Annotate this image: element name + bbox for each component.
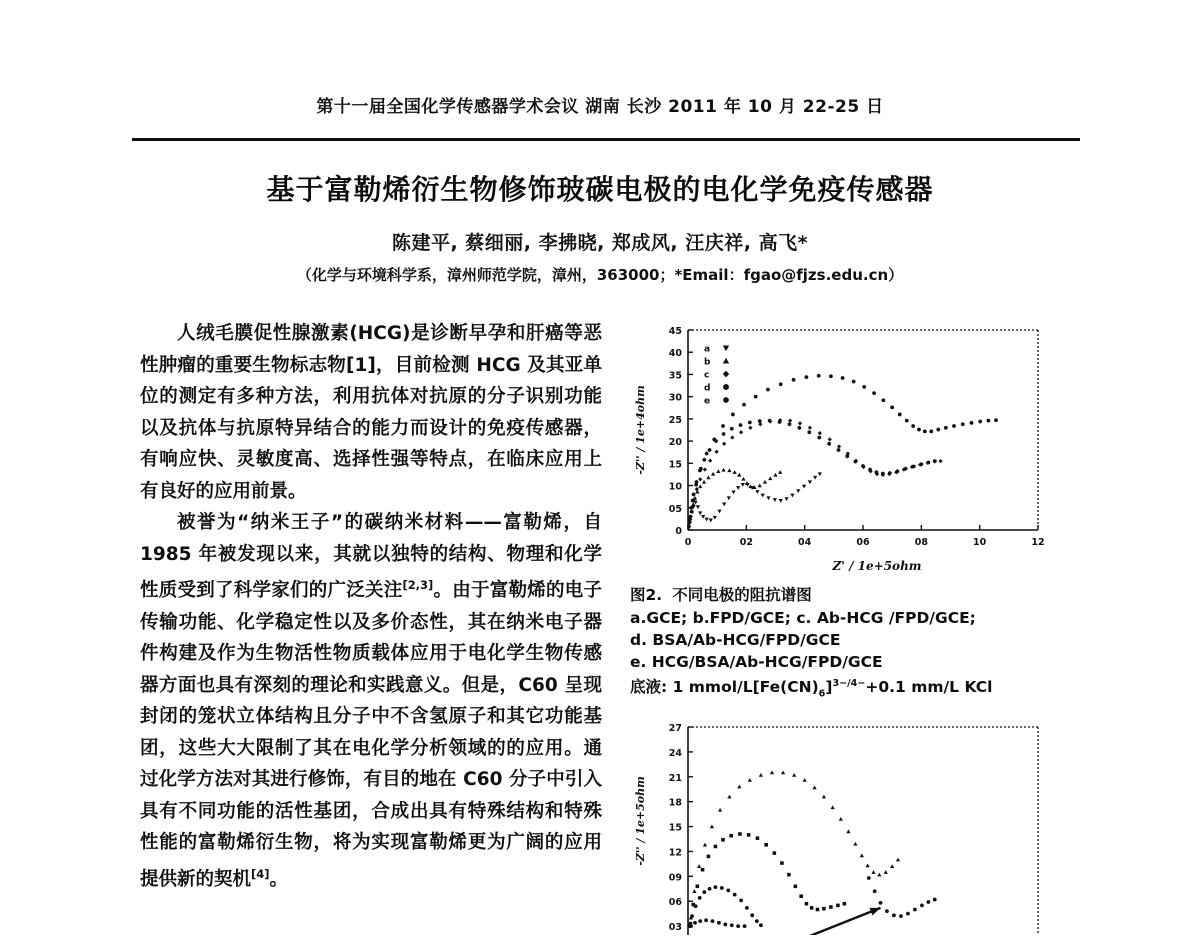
svg-text:Z' / 1e+5ohm: Z' / 1e+5ohm: [832, 559, 922, 573]
svg-text:04: 04: [798, 537, 812, 548]
paragraph-2-text-b: 。由于富勒烯的电子传输功能、化学稳定性以及多价态性，其在纳米电子器件构建及作为生物活性物质载体应用于电化学生物传感器方面也具有深刻的理论和实践意义。但是，C60 呈现封闭的笼状立体结构且分子中不含氢原子和其它功能基团，这些大大限制了其在电化学分析领域的的应用。通过化学方法对其进行修饰，有目的地在 C60 分子中引入具有不同功能的活性基团，合成出具有特殊结构和特殊性能的富勒烯衍生物，将为实现富勒烯更为广阔的应用提供新的契机: [140, 580, 602, 890]
svg-text:18: 18: [668, 797, 682, 809]
electrolyte-prefix: 底液: 1 mmol/L[Fe(CN): [630, 678, 819, 697]
paragraph-2-text-a: 被誉为“纳米王子”的碳纳米材料——富勒烯，自 1985 年被发现以来，其就以独特的结构、物理和化学性质受到了科学家们的广泛关注: [140, 512, 602, 602]
paragraph-2: [140, 507, 602, 895]
figure-2-chart: [630, 318, 1050, 580]
svg-text:30: 30: [668, 392, 682, 404]
header-divider: [132, 138, 1080, 141]
svg-text:35: 35: [668, 370, 682, 382]
svg-text:45: 45: [668, 326, 682, 337]
electrolyte-subscript: 6: [818, 688, 826, 700]
svg-text:02: 02: [739, 537, 753, 548]
figure-2-caption-line-2: e. HCG/BSA/Ab-HCG/FPD/GCE: [630, 653, 883, 671]
svg-text:d: d: [704, 383, 711, 394]
svg-text:25: 25: [668, 414, 682, 426]
electrolyte-bracket: ]: [825, 678, 833, 697]
figure-2-caption-title: [630, 584, 1062, 606]
svg-text:20: 20: [668, 437, 682, 449]
citation-ref-2-3: [2,3]: [402, 578, 434, 592]
svg-text:06: 06: [668, 897, 682, 909]
figure-2-number: 图2.: [630, 586, 663, 604]
svg-text:10: 10: [973, 537, 987, 548]
svg-text:0: 0: [684, 537, 692, 548]
svg-text:15: 15: [668, 459, 682, 471]
svg-text:24: 24: [668, 748, 682, 760]
figure-2-caption: [630, 584, 1062, 705]
svg-text:10: 10: [668, 481, 682, 493]
electrolyte-suffix: +0.1 mm/L KCl: [865, 678, 993, 697]
affiliation-line: （化学与环境科学系，漳州师范学院，漳州，363000；*Email：fgao@fjzs.edu.cn）: [296, 266, 904, 284]
svg-text:12: 12: [1031, 537, 1045, 548]
paragraph-1-text: 人绒毛膜促性腺激素(HCG)是诊断早孕和肝癌等恶性肿瘤的重要生物标志物[1]，目前检测 HCG 及其亚单位的测定有多种方法，利用抗体对抗原的分子识别功能以及抗体与抗原特异结合的能力而设计的免疫传感器，有响应快、灵敏度高、选择性强等特点，在临床应用上有良好的应用前景。: [140, 323, 602, 502]
paragraph-2-text-c: 。: [269, 868, 288, 890]
svg-text:e: e: [704, 396, 711, 407]
svg-text:40: 40: [668, 348, 682, 360]
figure-2-electrolyte-line: [630, 673, 1062, 705]
figure-2: [630, 318, 1062, 580]
svg-text:b: b: [704, 357, 711, 368]
figure-3-chart: [630, 715, 1050, 935]
svg-text:06: 06: [856, 537, 870, 548]
svg-text:c: c: [704, 370, 710, 381]
author-list: 陈建平, 蔡细丽, 李拂晓, 郑成风, 汪庆祥, 高飞*: [391, 232, 809, 254]
svg-text:27: 27: [668, 723, 682, 735]
svg-text:a: a: [704, 344, 711, 355]
figure-2-caption-line-1: d. BSA/Ab-HCG/FPD/GCE: [630, 631, 841, 649]
svg-text:08: 08: [914, 537, 928, 548]
figure-2-caption-line-0: a.GCE; b.FPD/GCE; c. Ab-HCG /FPD/GCE;: [630, 609, 976, 627]
svg-text:0: 0: [675, 526, 682, 537]
svg-text:03: 03: [668, 922, 682, 934]
body-text-column: [140, 318, 602, 895]
page-title: 基于富勒烯衍生物修饰玻碳电极的电化学免疫传感器: [266, 173, 934, 206]
figure-column: [630, 318, 1062, 935]
svg-text:21: 21: [668, 773, 682, 785]
paragraph-1: [140, 318, 602, 507]
figure-2-title-text: 不同电极的阻抗谱图: [672, 586, 812, 604]
conference-header: 第十一届全国化学传感器学术会议 湖南 长沙 2011 年 10 月 22-25 日: [316, 97, 884, 117]
svg-text:09: 09: [668, 872, 682, 884]
electrolyte-charge: 3−/4−: [832, 678, 866, 689]
figure-3: [630, 715, 1062, 935]
svg-text:-Z'' / 1e+5ohm: -Z'' / 1e+5ohm: [634, 776, 647, 867]
svg-text:15: 15: [668, 822, 682, 834]
citation-ref-4: [4]: [251, 866, 270, 881]
svg-text:12: 12: [668, 847, 682, 859]
svg-text:-Z'' / 1e+4ohm: -Z'' / 1e+4ohm: [634, 385, 647, 475]
svg-text:05: 05: [668, 503, 682, 515]
